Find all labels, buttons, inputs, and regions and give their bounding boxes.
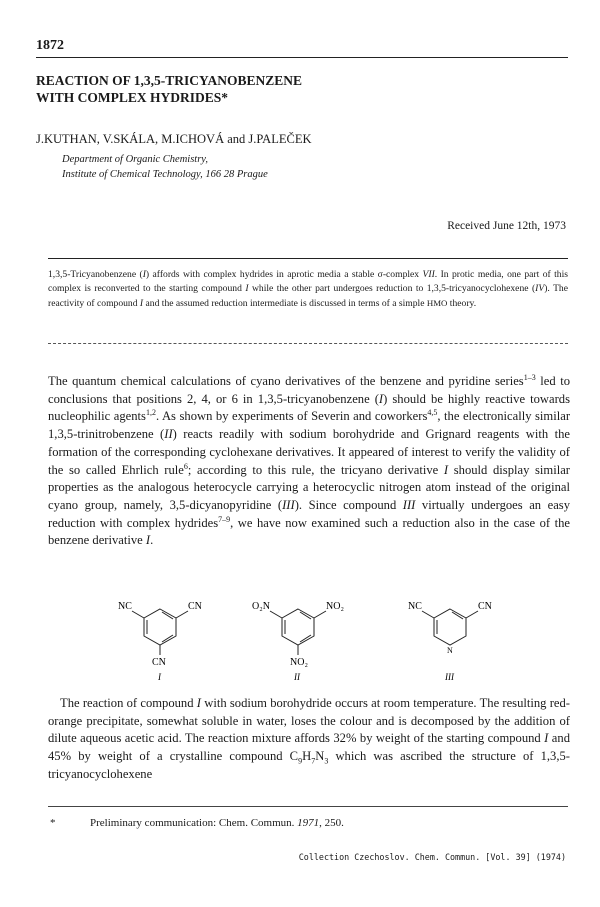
formula-element: N <box>315 749 325 764</box>
citation: 1,2 <box>145 408 156 418</box>
title-line-2: WITH COMPLEX HYDRIDES* <box>36 90 229 105</box>
substituent-bottom: NO₂ <box>290 657 308 668</box>
compound-ref: I <box>544 731 549 746</box>
affiliation <box>62 152 268 182</box>
body-text: and 45% by weight of a crystalline compound C <box>48 731 570 764</box>
abstract-text: theory. <box>447 298 477 309</box>
citation: 4,5 <box>427 408 438 418</box>
substituent-bottom: CN <box>152 657 166 668</box>
substituent-left: NC <box>118 601 132 612</box>
citation: 1–3 <box>523 372 536 382</box>
citation: 6 <box>183 461 188 471</box>
abstract-compound: IV <box>535 283 545 294</box>
benzene-ring <box>282 609 314 645</box>
body-text: with sodium borohydride occurs at room temperature. The resulting red-orange precipitate, somewhat soluble in water, loses the colour and is decomposed by the addition of dilute aqueous acetic acid. The reaction mixture affords 32% by weight of the starting compound <box>48 696 570 746</box>
abstract-compound: I <box>142 269 146 280</box>
affiliation-line-2: Institute of Chemical Technology, 166 28 Prague <box>62 169 268 180</box>
abstract-text: ). The reactivity of compound <box>48 283 568 309</box>
compound-ref: I <box>378 391 384 406</box>
structure-label: II <box>294 672 300 682</box>
body-text: ; according to this rule, the tricyano derivative <box>187 462 444 477</box>
citation: 7–9 <box>218 514 231 524</box>
substituent-left: O₂N <box>252 601 270 612</box>
page-number: 1872 <box>36 38 64 53</box>
footnote-pages: , 250. <box>319 817 344 829</box>
compound-ref: III <box>402 497 416 512</box>
substituent-left: NC <box>408 601 422 612</box>
body-paragraph-2 <box>48 695 570 784</box>
abstract-top-rule <box>48 258 568 259</box>
compound-ref: I <box>443 462 449 477</box>
body-paragraph-1 <box>48 373 570 550</box>
structure-II <box>252 601 344 682</box>
formula-subscript: 7 <box>311 756 316 766</box>
abstract-text: ) affords with complex hydrides in aprotic media a stable σ-complex <box>145 269 423 280</box>
footnote-year: 1971 <box>297 817 320 829</box>
ring-nitrogen: N <box>447 646 453 655</box>
journal-footer: Collection Czechoslov. Chem. Commun. [Vol. 39] (1974) <box>298 852 566 862</box>
structure-I <box>118 601 202 682</box>
compound-ref: II <box>164 427 173 442</box>
body-text: ) reacts readily with sodium borohydride and Grignard reagents with the formation of the corresponding cyclohexane derivatives. It appeared of interest to verify the validity of the so called Ehrlich rule <box>48 427 570 477</box>
abstract-compound: VII <box>422 269 435 280</box>
compound-ref: I <box>196 696 201 710</box>
body-text: virtually undergoes an easy reduction with complex hydrides <box>48 497 570 530</box>
structure-III <box>408 601 492 682</box>
authors: J.KUTHAN, V.SKÁLA, M.ICHOVÁ and J.PALEČEK <box>36 132 312 146</box>
body-text: The reaction of compound <box>60 696 197 710</box>
abstract-hmo: HMO <box>426 298 448 308</box>
body-text: ). Since compound <box>294 497 403 512</box>
affiliation-line-1: Department of Organic Chemistry, <box>62 154 209 165</box>
abstract-compound: I <box>139 298 144 309</box>
body-text: The quantum chemical calculations of cyano derivatives of the benzene and pyridine series <box>48 374 524 388</box>
substituent-right: CN <box>478 601 492 612</box>
formula-element: H <box>302 749 312 764</box>
header-rule <box>36 57 568 58</box>
body-text: , we have now examined such a reduction also in the case of the benzene derivative <box>48 515 570 548</box>
body-text: . <box>150 533 154 548</box>
abstract-text: . In protic media, one part of this complex is reconverted to the starting compound <box>48 269 568 294</box>
formula-subscript: 9 <box>298 756 303 766</box>
abstract-text: while the other part undergoes reduction to 1,3,5-tricyanocyclohexene ( <box>248 283 536 294</box>
abstract-text: and the assumed reduction intermediate is discussed in terms of a simple <box>143 298 427 309</box>
structure-label: I <box>158 672 161 682</box>
body-text: which was ascribed the structure of 1,3,5-tricyanocyclohexene <box>48 749 570 781</box>
body-text: . As shown by experiments of Severin and coworkers <box>155 409 428 424</box>
substituent-right: CN <box>188 601 202 612</box>
body-text: , the electronically similar 1,3,5-trinitrobenzene ( <box>48 409 571 442</box>
abstract-compound: I <box>245 283 249 294</box>
abstract-bottom-rule <box>48 343 568 344</box>
pyridine-ring <box>434 609 466 645</box>
footnote-marker: * <box>50 817 56 829</box>
body-text: ) should be highly reactive towards nucleophilic agents <box>48 391 570 424</box>
compound-ref: III <box>282 497 295 512</box>
footnote-text: Preliminary communication: Chem. Commun. <box>90 817 298 829</box>
body-text: led to conclusions that positions 2, 4, or 6 in 1,3,5-tricyanobenzene ( <box>48 374 570 406</box>
formula-subscript: 3 <box>324 756 329 766</box>
chemical-structures <box>110 595 530 685</box>
footnote <box>50 817 344 829</box>
abstract <box>48 268 568 311</box>
compound-ref: I <box>145 533 151 548</box>
structure-label: III <box>445 672 454 682</box>
title-line-1: REACTION OF 1,3,5-TRICYANOBENZENE <box>36 73 303 88</box>
substituent-right: NO₂ <box>326 601 344 612</box>
article-title <box>36 72 516 106</box>
abstract-text: 1,3,5-Tricyanobenzene ( <box>48 269 143 280</box>
benzene-ring <box>144 609 176 645</box>
body-text: should display similar properties as the analogous heterocycle carrying a heterocyclic nitrogen atom instead of the original cyano group, namely, 3,5-dicyanopyridine ( <box>48 462 571 512</box>
received-date: Received June 12th, 1973 <box>447 220 566 232</box>
footnote-rule <box>48 806 568 807</box>
